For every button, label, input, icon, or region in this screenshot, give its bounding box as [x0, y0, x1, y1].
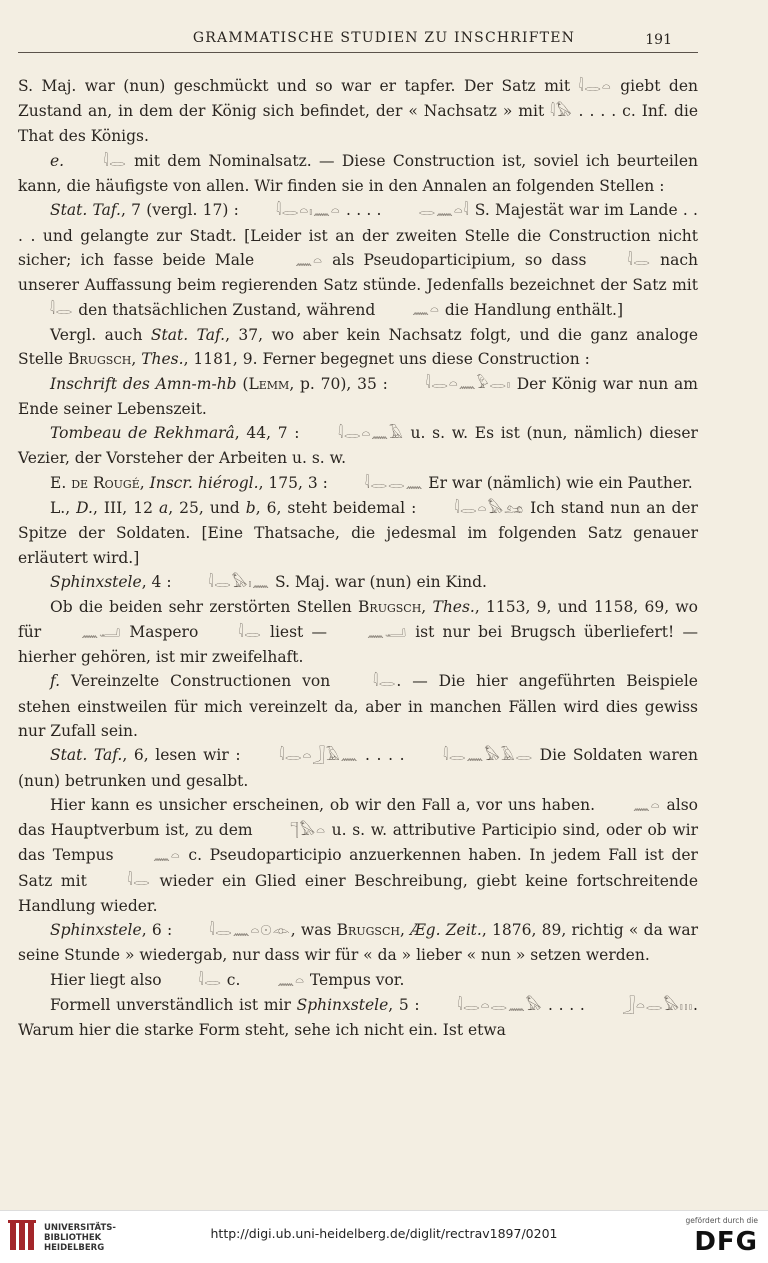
- text: nach unserer Auffassung beim regierenden Satz stünde. Jedenfalls bezeichnet der Satz mit: [18, 251, 698, 295]
- text: (: [242, 374, 249, 393]
- paragraph-f: [18, 669, 698, 743]
- dfg-logo: DFG: [694, 1227, 758, 1257]
- hieroglyph-group: 𓇋𓂋𓏏𓂋𓈖𓅃: [457, 997, 543, 1014]
- text: . . . .: [346, 201, 382, 220]
- hieroglyph-group: 𓈖𓏏: [277, 972, 305, 989]
- paragraph-vergl: Vergl. auch Stat. Taf., 37, wo aber kein Nachsatz folgt, und die ganz analoge Stelle Brugsch, Thes., 1181, 9. Ferner begegnet uns diese Construction :: [18, 325, 698, 369]
- hieroglyph-group: 𓇋𓂋𓏏: [578, 78, 612, 95]
- hieroglyph-group: 𓇋𓂋𓏏𓏤𓈖𓏏: [276, 203, 341, 220]
- text: L.,: [50, 499, 71, 518]
- author-name: Brugsch: [68, 350, 132, 369]
- text: . . . .: [548, 995, 585, 1014]
- hieroglyph-group: 𓃀𓏏𓂋𓅃𓏥: [622, 997, 694, 1014]
- hieroglyph-group: 𓇋𓂋: [103, 153, 127, 170]
- uni-line-2: BIBLIOTHEK: [44, 1233, 102, 1243]
- text: , 6, steht beidemal :: [255, 499, 417, 518]
- hieroglyph-group: 𓈖𓂝: [367, 624, 408, 641]
- text: den thatsächlichen Zustand, während: [78, 300, 376, 319]
- citation: Thes.: [141, 350, 184, 369]
- text: . Warum hier die starke Form steht, sehe ich nicht ein. Ist etwa: [18, 995, 698, 1040]
- paragraph-sphinx-4: [18, 570, 698, 595]
- text: u. s. w. Es ist (nun, nämlich) dieser Vezier, der Vorsteher der Arbeiten u. s. w.: [18, 424, 698, 468]
- text: , 44, 7 :: [234, 424, 300, 443]
- text: Die Soldaten waren (nun) betrunken und gesalbt.: [18, 746, 698, 790]
- running-header: [0, 26, 768, 54]
- paragraph-formell: [18, 993, 698, 1043]
- text: Vergl. auch: [50, 325, 143, 344]
- page-body: [18, 74, 698, 1043]
- hieroglyph-group: 𓇋𓂋: [198, 972, 222, 989]
- uni-line-1: UNIVERSITÄTS-: [44, 1223, 116, 1233]
- paragraph-liegt: [18, 968, 698, 993]
- text: die Handlung enthält.]: [444, 300, 624, 319]
- text: , 7 (vergl. 17) :: [120, 201, 239, 220]
- hieroglyph-group: 𓈖𓏏: [295, 252, 323, 269]
- text: . . . .: [578, 102, 617, 121]
- citation: Sphinxstele: [50, 921, 142, 940]
- text: , 5 :: [388, 995, 420, 1014]
- hieroglyph-group: 𓈖𓏏: [412, 302, 440, 319]
- hieroglyph-group: 𓇋𓂋𓅃𓏤𓈖: [208, 574, 271, 591]
- text: mit dem Nominalsatz. — Diese Construction ist, soviel ich beurteilen kann, die häufigste von allen. Wir finden sie in den Annalen an folgenden Stellen :: [18, 151, 698, 196]
- paragraph-stat-taf-7: [18, 198, 698, 322]
- text: Formell unverständlich ist mir: [50, 995, 291, 1014]
- text: Vereinzelte Constructionen von: [71, 672, 331, 691]
- text: c. Inf. die That des Königs.: [18, 102, 698, 146]
- funded-by-label: gefördert durch die: [685, 1216, 758, 1225]
- hieroglyph-group: 𓇋𓂋𓂋𓈖: [364, 475, 424, 492]
- text: . — Die hier angeführten Beispiele stehen einstweilen für mich vereinzelt da, aber in manchen Fällen wird dies gewiss nur Zufall sein.: [18, 672, 698, 740]
- text: E.: [50, 473, 67, 492]
- section-label: e.: [50, 151, 65, 170]
- text: Tempus vor.: [309, 970, 405, 989]
- hieroglyph-group: 𓈖𓂝: [81, 624, 122, 641]
- hieroglyph-group: 𓇋𓂋𓏏𓃀𓄿𓈖: [279, 748, 359, 765]
- citation: Tombeau de Rekhmarâ: [50, 424, 235, 443]
- text: Hier kann es unsicher erscheinen, ob wir den Fall a, vor uns haben.: [50, 795, 596, 814]
- text: wieder ein Glied einer Beschreibung, giebt keine fortschreitende Handlung wieder.: [18, 871, 698, 915]
- header-rule: [18, 52, 698, 53]
- citation: Inschrift des Amn-m-hb: [50, 374, 237, 393]
- paragraph-ob: Ob die beiden sehr zerstörten Stellen Brugsch, Thes., 1153, 9, und 1158, 69, wo für 𓈖𓂝 Maspero 𓇋𓂋 liest — 𓈖𓂝 ist nur bei Brugsch überliefert! — hierher gehören, ist mir zweifelhaft.: [18, 598, 698, 666]
- header-title: GRAMMATISCHE STUDIEN ZU INSCHRIFTEN: [192, 30, 576, 46]
- paragraph-rouge: E. de Rougé, Inscr. hiérogl., 175, 3 : 𓇋𓂋𓂋𓈖 Er war (nämlich) wie ein Pauther.: [18, 471, 698, 496]
- footer-bar: [0, 1210, 768, 1263]
- hieroglyph-group: 𓊹𓅃𓏏: [290, 822, 326, 839]
- text: Ich stand nun an der Spitze der Soldaten. [Eine Thatsache, die jedesmal im folgenden Satz genauer erläutert wird.]: [18, 499, 698, 567]
- hieroglyph-group: 𓇋𓂋𓏏𓈖𓄿: [338, 426, 404, 443]
- paragraph-e: [18, 149, 698, 199]
- text: also das Hauptverbum ist, zu dem: [18, 795, 699, 840]
- section-label: f.: [50, 672, 61, 691]
- paragraph-sphinx-6: Sphinxstele, 6 : 𓇋𓂋𓈖𓏏𓇳𓁹, was Brugsch, Æg. Zeit., 1876, 89, richtig « da war seine Stunde » wiedergab, nur dass wir für « da » lieber « nun » setzen werden.: [18, 918, 698, 968]
- hieroglyph-group: 𓇋𓂋: [238, 624, 262, 641]
- hieroglyph-group: 𓈖𓏏: [153, 848, 181, 865]
- hieroglyph-group: 𓂋𓈖𓏏𓇋: [418, 203, 470, 220]
- paragraph-tombeau: [18, 421, 698, 471]
- text: , was: [290, 921, 332, 940]
- citation: Stat. Taf.: [50, 746, 123, 765]
- text: Der König war nun am Ende seiner Lebenszeit.: [18, 374, 698, 418]
- paragraph-hier: [18, 793, 698, 918]
- hieroglyph-group: 𓇋𓂋𓈖𓏏𓇳𓁹: [209, 922, 291, 939]
- text: a: [158, 499, 169, 518]
- hieroglyph-group: 𓇋𓂋: [373, 674, 397, 691]
- text: , p. 70), 35 :: [289, 374, 388, 393]
- citation: D.: [76, 499, 93, 518]
- text: , 37, wo aber kein Nachsatz folgt, und die ganz analoge Stelle: [18, 325, 698, 369]
- author-name: Brugsch: [358, 598, 422, 617]
- paragraph-inschrift: [18, 372, 698, 422]
- hieroglyph-group: 𓈖𓏏: [632, 797, 661, 814]
- text: , 4 :: [141, 573, 172, 592]
- page-number: 191: [645, 32, 672, 48]
- text: giebt den Zustand an, in dem der König sich befindet, der « Nachsatz » mit: [18, 77, 699, 121]
- paragraph-1: [18, 74, 698, 149]
- text: ist nur bei Brugsch überliefert! — hierher gehören, ist mir zweifelhaft.: [18, 622, 698, 666]
- citation: Æg. Zeit.: [410, 921, 482, 940]
- text: Ob die beiden sehr zerstörten Stellen: [50, 598, 352, 617]
- text: , 1876, 89, richtig « da war seine Stunde » wiedergab, nur dass wir für « da » lieber « nun » setzen werden.: [18, 921, 699, 965]
- hieroglyph-group: 𓇋𓂋𓏏𓅃𓃭: [454, 500, 525, 517]
- text: . . . .: [365, 746, 405, 765]
- citation: Sphinxstele: [50, 573, 142, 592]
- text: , 6 :: [141, 921, 173, 940]
- citation: Thes.: [432, 598, 475, 617]
- text: b: [245, 499, 256, 518]
- source-url-link[interactable]: http://digi.ub.uni-heidelberg.de/diglit/rectrav1897/0201: [210, 1226, 558, 1241]
- hieroglyph-group: 𓇋𓂋𓈖𓅃𓄿𓂋: [443, 748, 534, 765]
- author-name: de Rougé: [71, 473, 140, 492]
- text: liest —: [269, 622, 327, 641]
- hieroglyph-group: 𓇋𓂋𓏏𓈖𓅱𓂋𓏤: [425, 376, 511, 393]
- text: u. s. w. attributive Participio sind, oder ob wir das Tempus: [18, 821, 698, 865]
- text: c. Pseudoparticipio anzuerkennen haben. In jedem Fall ist der Satz mit: [18, 846, 698, 890]
- citation: Inscr. hiérogl.: [149, 473, 259, 492]
- text: Hier liegt also: [50, 970, 162, 989]
- hieroglyph-group: 𓇋𓂋: [627, 252, 651, 269]
- text: , 1153, 9, und 1158, 69, wo für: [18, 598, 698, 641]
- citation: Stat. Taf.: [150, 325, 226, 344]
- text: Er war (nämlich) wie ein Pauther.: [428, 473, 693, 492]
- text: S. Maj. war (nun) ein Kind.: [275, 573, 487, 592]
- text: als Pseudoparticipium, so dass: [332, 251, 587, 270]
- paragraph-ld: [18, 496, 698, 570]
- citation: Sphinxstele: [296, 995, 389, 1014]
- author-name: Lemm: [248, 374, 290, 393]
- text: S. Majestät war im Lande . . . . und gelangte zur Stadt. [Leider ist an der zweiten Stelle die Construction nicht sicher; ich fasse beide Male: [18, 201, 698, 270]
- text: , 6, lesen wir :: [122, 746, 241, 765]
- text: S. Maj. war (nun) geschmückt und so war er tapfer. Der Satz mit: [18, 77, 571, 95]
- paragraph-stat-taf-6: [18, 743, 698, 793]
- hieroglyph-group: 𓇋𓂋: [127, 873, 151, 890]
- citation: Stat. Taf.: [50, 201, 121, 220]
- text: Maspero: [129, 622, 199, 641]
- text: , III, 12: [92, 499, 153, 518]
- uni-line-3: HEIDELBERG: [44, 1243, 105, 1253]
- text: , 25, und: [168, 499, 240, 518]
- hieroglyph-group: 𓇋𓅃: [550, 104, 573, 120]
- text: , 1181, 9. Ferner begegnet uns diese Construction :: [183, 350, 590, 369]
- text: , 175, 3 :: [258, 473, 328, 492]
- text: c.: [226, 970, 241, 989]
- hieroglyph-group: 𓇋𓂋: [50, 302, 74, 319]
- author-name: Brugsch: [336, 921, 400, 940]
